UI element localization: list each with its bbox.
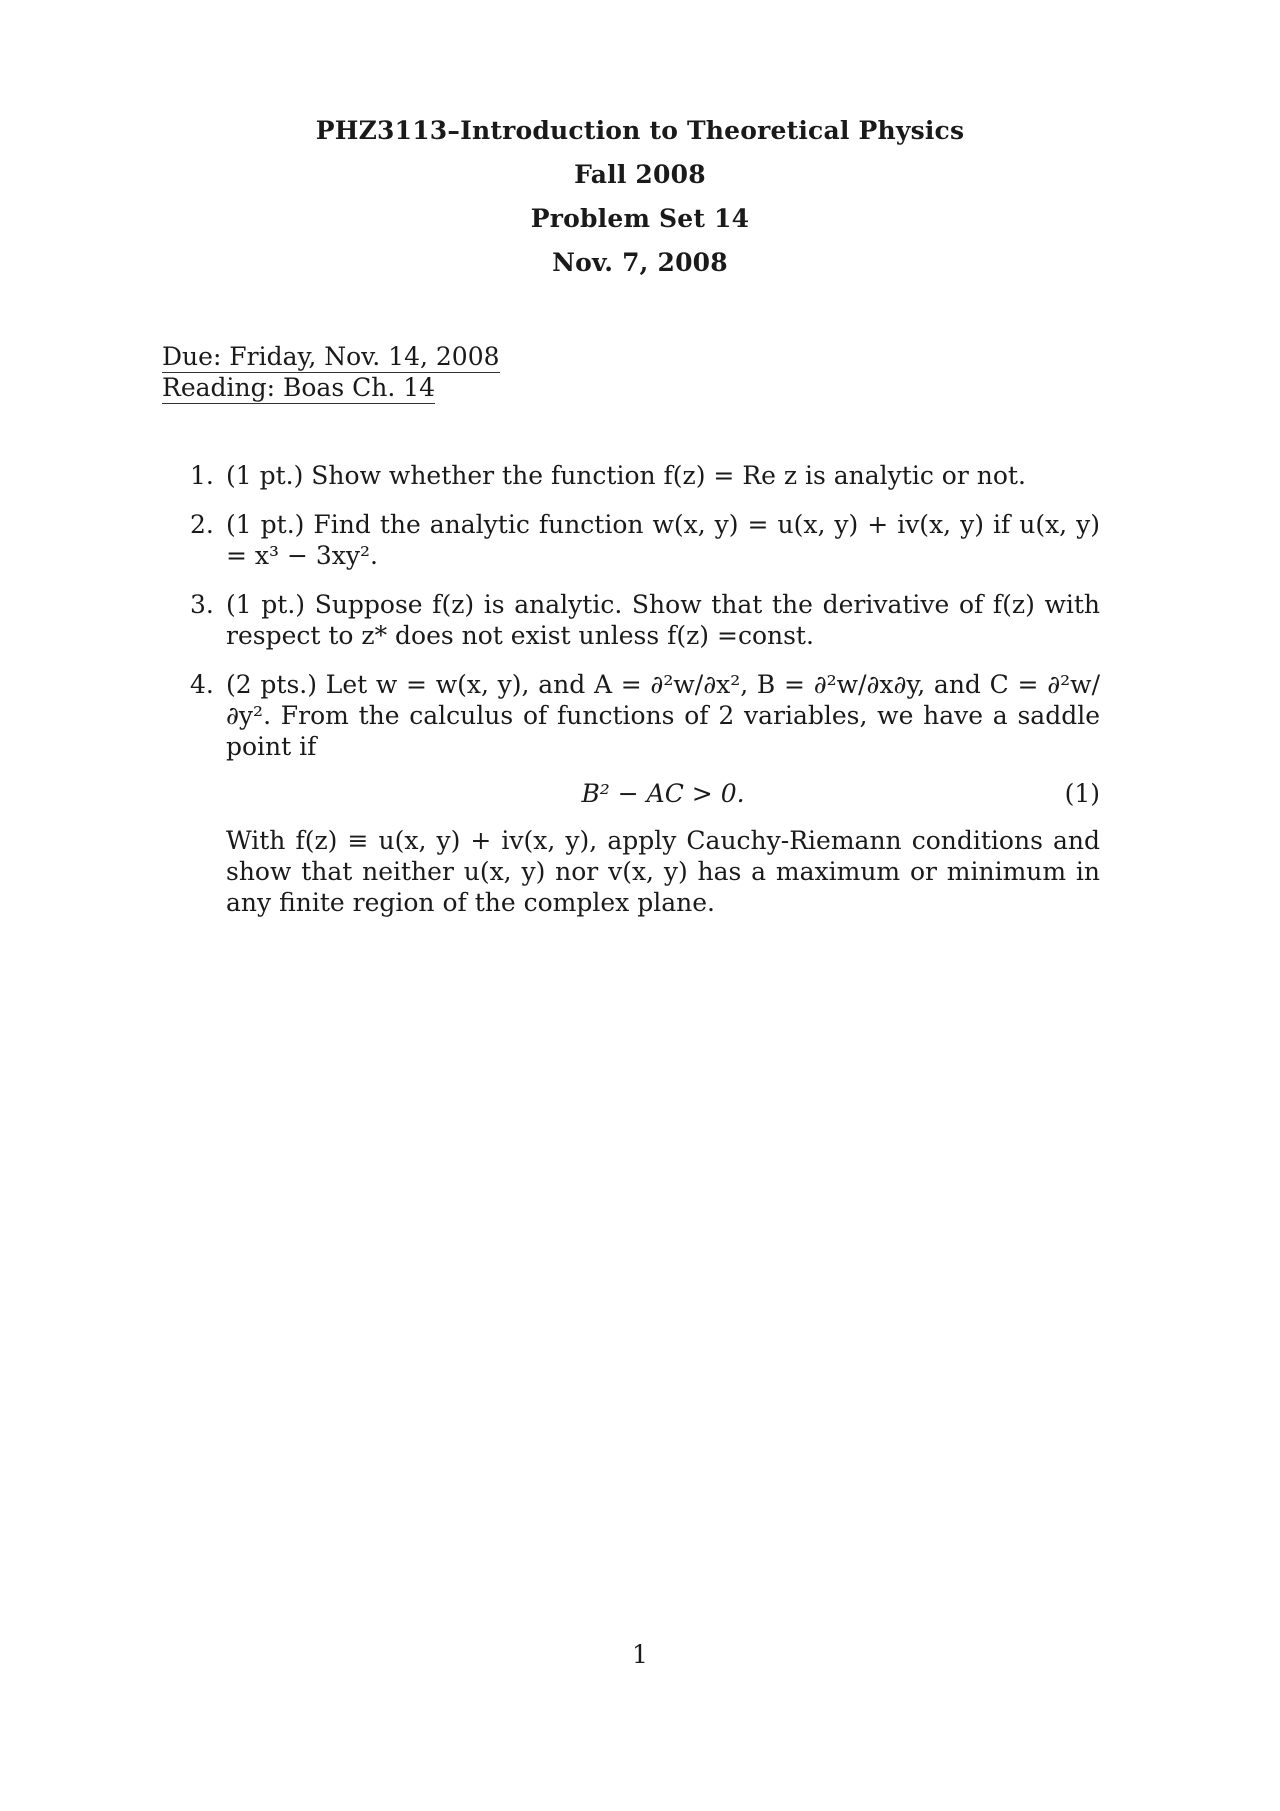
problem-text: (2 pts.) Let w = w(x, y), and A = ∂²w/∂x², B = ∂²w/∂x∂y, and C = ∂²w/∂y². From the calculus of functions of 2 variables, we have a saddle point if	[226, 670, 1100, 761]
problem-1	[190, 460, 1100, 491]
problem-list	[190, 460, 1100, 936]
problem-followup-text: With f(z) ≡ u(x, y) + iv(x, y), apply Cauchy-Riemann conditions and show that neither u(x, y) nor v(x, y) has a maximum or minimum in any finite region of the complex plane.	[226, 826, 1100, 917]
reading-assignment: Reading: Boas Ch. 14	[162, 373, 436, 402]
problem-text: (1 pt.) Find the analytic function w(x, y) = u(x, y) + iv(x, y) if u(x, y) = x³ − 3xy².	[226, 510, 1100, 570]
problem-text: (1 pt.) Suppose f(z) is analytic. Show that the derivative of f(z) with respect to z* does not exist unless f(z) =const.	[226, 590, 1100, 650]
problem-2	[190, 509, 1100, 571]
problem-3	[190, 589, 1100, 651]
due-date: Due: Friday, Nov. 14, 2008	[162, 342, 500, 371]
course-title: PHZ3113–Introduction to Theoretical Physics	[315, 116, 965, 145]
equation-number: (1)	[1064, 779, 1100, 808]
page-number: 1	[632, 1640, 648, 1669]
problem-number: 4.	[190, 670, 214, 699]
issue-date: Nov. 7, 2008	[552, 248, 728, 277]
equation	[226, 778, 1100, 809]
term: Fall 2008	[574, 160, 706, 189]
problem-number: 1.	[190, 461, 214, 490]
problem-set-title: Problem Set 14	[530, 204, 750, 233]
problem-4	[190, 669, 1100, 918]
problem-text: (1 pt.) Show whether the function f(z) = Re z is analytic or not.	[226, 461, 1026, 490]
problem-number: 3.	[190, 590, 214, 619]
equation-expression: B² − AC > 0.	[581, 779, 745, 808]
problem-number: 2.	[190, 510, 214, 539]
